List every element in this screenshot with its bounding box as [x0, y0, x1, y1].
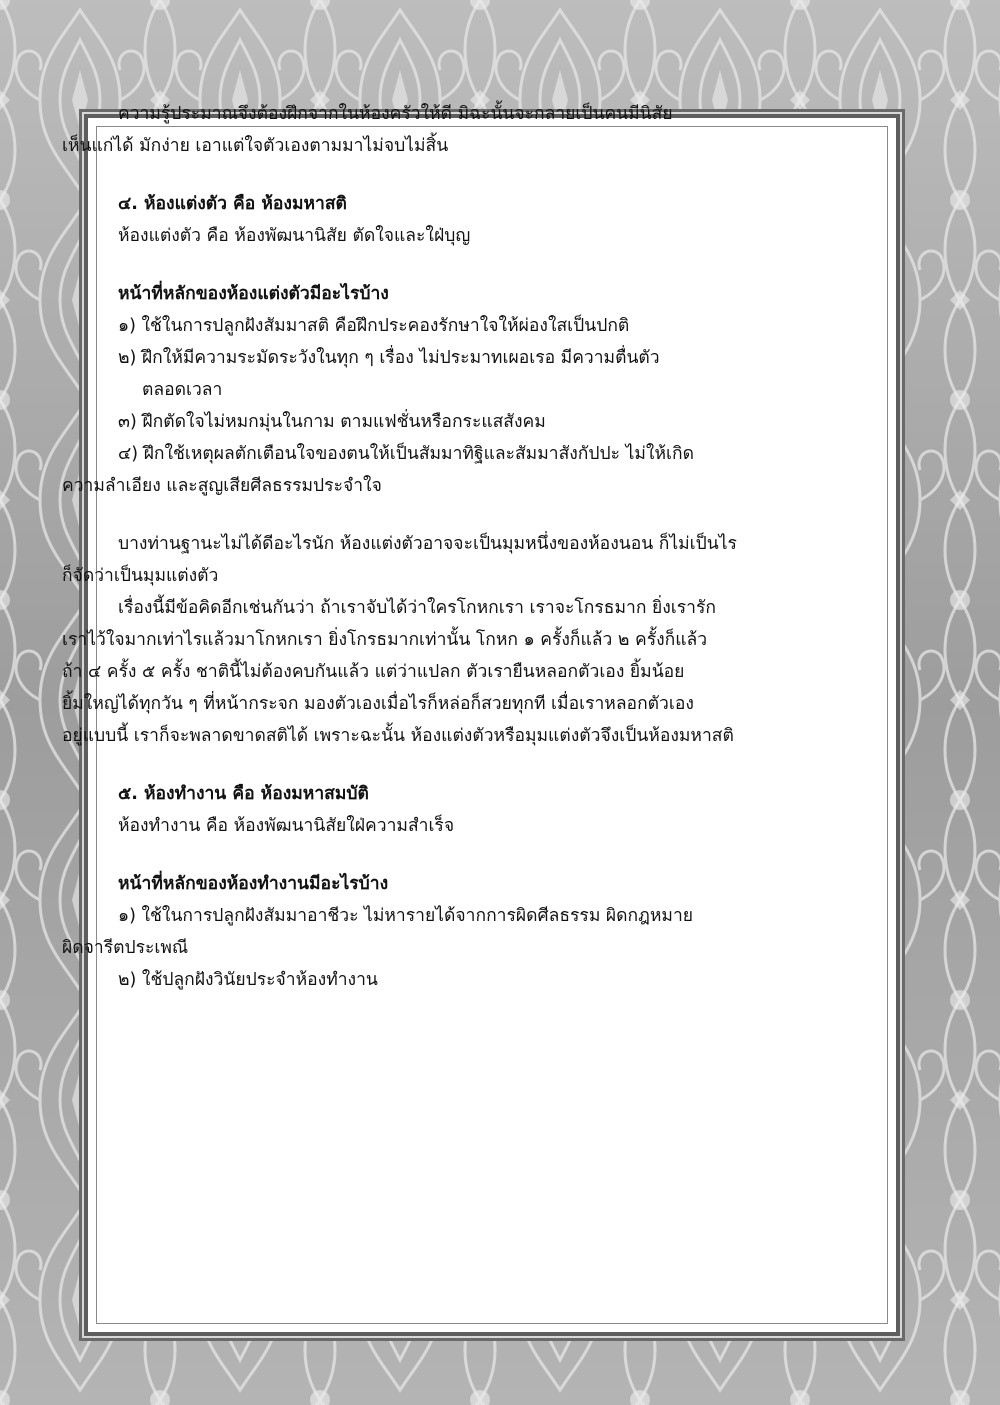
document-body	[62, 98, 752, 996]
section-4-duties-heading: หน้าที่หลักของห้องแต่งตัวมีอะไรบ้าง	[118, 284, 389, 304]
section-4-subtitle: ห้องแต่งตัว คือ ห้องพัฒนานิสัย ตัดใจและใฝ่บุญ	[118, 226, 471, 246]
section-5-subtitle: ห้องทำงาน คือ ห้องพัฒนานิสัยใฝ่ความสำเร็จ	[118, 816, 455, 836]
section-4-title: ๔. ห้องแต่งตัว คือ ห้องมหาสติ	[118, 194, 347, 214]
section-5-item-1: ๑) ใช้ในการปลูกฝังสัมมาอาชีวะ ไม่หารายได้จากการผิดศีลธรรม ผิดกฎหมาย	[118, 906, 694, 926]
section-4-paragraph-b-line-4: ยิ้มใหญ่ได้ทุกวัน ๆ ที่หน้ากระจก มองตัวเองเมื่อไรก็หล่อก็สวยทุกที เมื่อเราหลอกตัวเอง	[62, 694, 694, 714]
section-4-item-2-continued: ตลอดเวลา	[142, 380, 223, 400]
section-5-item-1-continued: ผิดจารีตประเพณี	[62, 938, 189, 958]
section-4-item-2: ๒) ฝึกให้มีความระมัดระวังในทุก ๆ เรื่อง ไม่ประมาทเผอเรอ มีความตื่นตัว	[118, 348, 660, 368]
section-4-paragraph-b-line-3: ถ้า ๔ ครั้ง ๕ ครั้ง ชาตินี้ไม่ต้องคบกันแล้ว แต่ว่าแปลก ตัวเรายืนหลอกตัวเอง ยิ้มน้อย	[62, 662, 685, 682]
section-4-item-4: ๔) ฝึกใช้เหตุผลตักเตือนใจของตนให้เป็นสัมมาทิฐิและสัมมาสังกัปปะ ไม่ให้เกิด	[118, 444, 694, 464]
section-5-item-2: ๒) ใช้ปลูกฝังวินัยประจำห้องทำงาน	[118, 970, 378, 990]
section-4-paragraph-b-line-1: เรื่องนี้มีข้อคิดอีกเช่นกันว่า ถ้าเราจับได้ว่าใครโกหกเรา เราจะโกรธมาก ยิ่งเรารัก	[118, 598, 716, 618]
section-5-title: ๕. ห้องทำงาน คือ ห้องมหาสมบัติ	[118, 784, 369, 804]
section-4-paragraph-b-line-2: เราไว้ใจมากเท่าไรแล้วมาโกหกเรา ยิ่งโกรธมากเท่านั้น โกหก ๑ ครั้งก็แล้ว ๒ ครั้งก็แล้ว	[62, 630, 708, 650]
intro-line-1: ความรู้ประมาณจึงต้องฝึกจากในห้องครัวให้ดี มิฉะนั้นจะกลายเป็นคนมีนิสัย	[118, 104, 673, 124]
section-4-item-3: ๓) ฝึกตัดใจไม่หมกมุ่นในกาม ตามแฟชั่นหรือกระแสสังคม	[118, 412, 546, 432]
section-4-item-1: ๑) ใช้ในการปลูกฝังสัมมาสติ คือฝึกประคองรักษาใจให้ผ่องใสเป็นปกติ	[118, 316, 630, 336]
section-4-item-4-continued: ความลำเอียง และสูญเสียศีลธรรมประจำใจ	[62, 476, 382, 496]
section-4-paragraph-a-line-2: ก็จัดว่าเป็นมุมแต่งตัว	[62, 566, 219, 586]
intro-line-2: เห็นแก่ได้ มักง่าย เอาแต่ใจตัวเองตามมาไม่จบไม่สิ้น	[62, 136, 449, 156]
section-4-paragraph-b-line-5: อยู่แบบนี้ เราก็จะพลาดขาดสติได้ เพราะฉะนั้น ห้องแต่งตัวหรือมุมแต่งตัวจึงเป็นห้องมหาสติ	[62, 726, 734, 746]
section-5-duties-heading: หน้าที่หลักของห้องทำงานมีอะไรบ้าง	[118, 874, 389, 894]
section-4-paragraph-a-line-1: บางท่านฐานะไม่ได้ดีอะไรนัก ห้องแต่งตัวอาจจะเป็นมุมหนึ่งของห้องนอน ก็ไม่เป็นไร	[118, 534, 737, 554]
